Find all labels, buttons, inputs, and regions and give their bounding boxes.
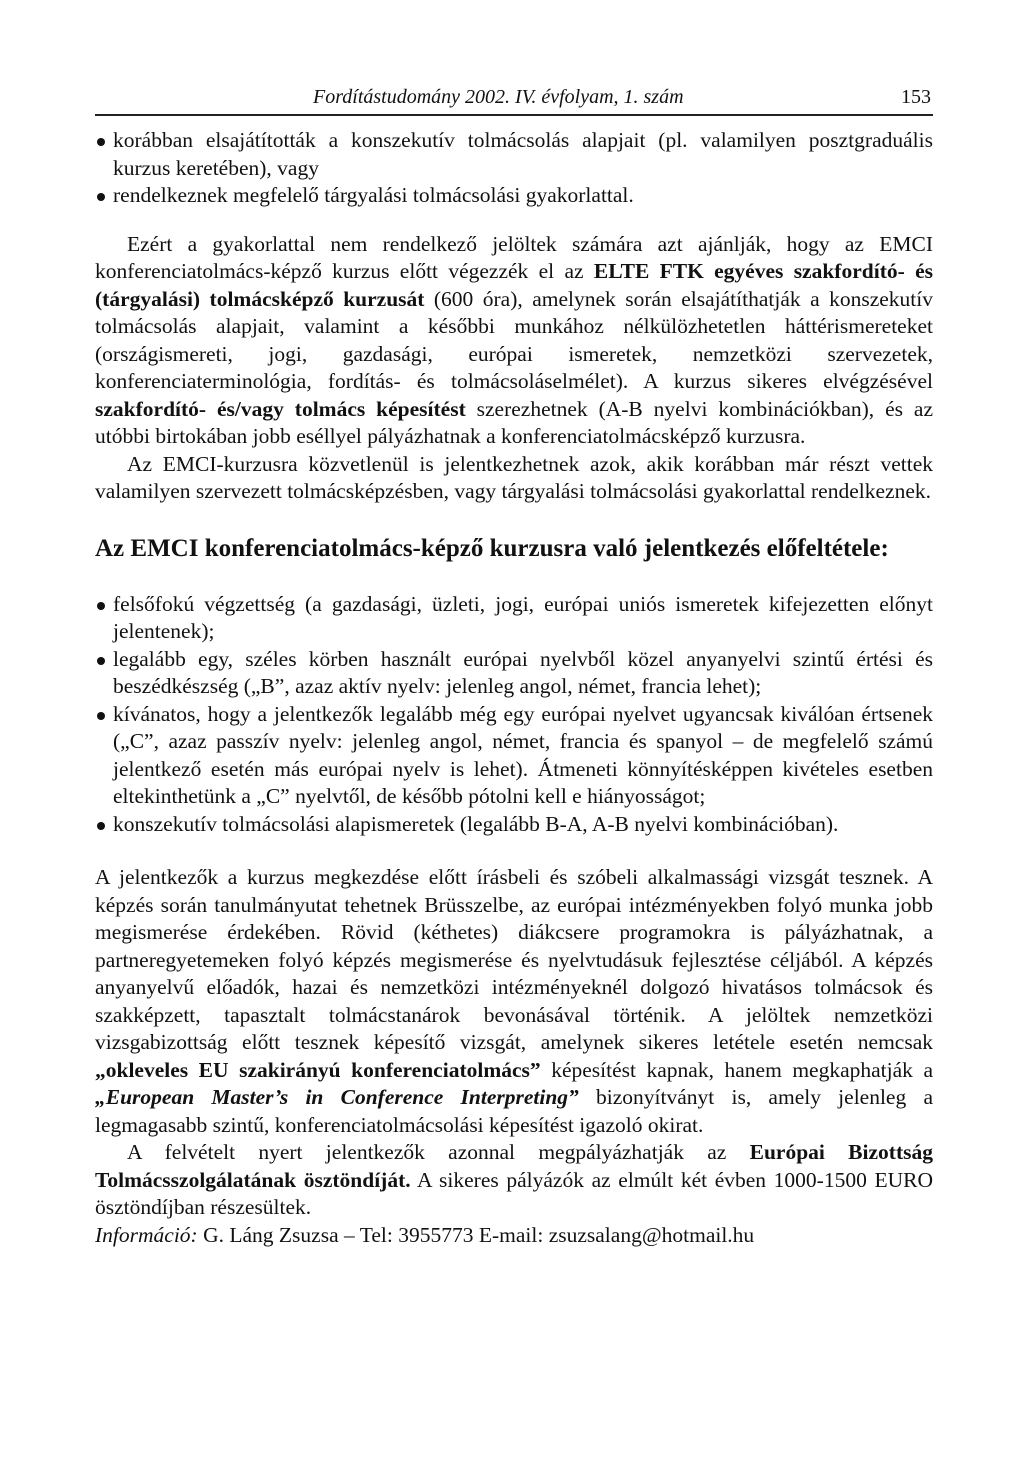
prerequisite-list: [95, 591, 933, 839]
list-item: korábban elsajátították a konszekutív tolmácsolás alapjait (pl. valamilyen posztgraduális kurzus keretében), vagy: [95, 127, 933, 182]
course-name-bold: ELTE FTK egyéves szakfordító- és (tárgyalási) tolmácsképző kurzusát: [95, 259, 933, 311]
bullet-icon: [97, 712, 105, 720]
document-page: [95, 80, 933, 1249]
list-item: rendelkeznek megfelelő tárgyalási tolmácsolási gyakorlattal.: [95, 182, 933, 210]
paragraph-direct-entry: Az EMCI-kurzusra közvetlenül is jelentkezhetnek azok, akik korábban már részt vettek valamilyen szervezett tolmácsképzésben, vagy tárgyalási tolmácsolási gyakorlattal rendelkeznek.: [95, 451, 933, 503]
bullet-icon: [97, 138, 105, 146]
emci-certificate-bold-italic: „European Master’s in Conference Interpreting”: [95, 1085, 579, 1109]
paragraph-exam: A jelentkezők a kurzus megkezdése előtt írásbeli és szóbeli alkalmassági vizsgát tesznek. A képzés során tanulmányutat tehetnek Brüsszelbe, az európai intézményekben folyó munka jobb megismerése érdekében. Rövid (kéthetes) diákcsere programokra is pályázhatnak, a partneregyetemeken folyó képzés megismerése és nyelvtudásuk fejlesztése céljából. A képzés anyanyelvű előadók, hazai és nemzetközi intézményeknél dolgozó hivatásos tolmácsok és szakképzett, tapasztalt tolmácstanárok bevonásával történik. A jelöltek nemzetközi vizsgabizottság előtt tesznek képesítő vizsgát, amelynek sikeres letétele esetén nemcsak „okleveles EU szakirányú konferenciatolmács” képesítést kapnak, hanem megkaphatják a „European Master’s in Conference Interpreting” bizonyítványt is, amely jelenleg a legmagasabb szintű, konferenciatolmácsolási képesítést igazoló okirat.: [95, 865, 933, 1137]
running-header: [95, 80, 933, 116]
list-item: legalább egy, széles körben használt európai nyelvből közel anyanyelvi szintű értési és beszédkészség („B”, azaz aktív nyelv: jelenleg angol, német, francia lehet);: [95, 646, 933, 701]
paragraph-scholarship: A felvételt nyert jelentkezők azonnal megpályázhatják az Európai Bizottság Tolmácsszolgálatának ösztöndíját. A sikeres pályázók az elmúlt két évben 1000-1500 EURO ösztöndíjban részesültek.: [95, 1140, 933, 1219]
info-label: Információ:: [95, 1222, 198, 1247]
page-number: 153: [901, 86, 931, 108]
list-item: felsőfokú végzettség (a gazdasági, üzleti, jogi, európai uniós ismeretek kifejezetten előnyt jelentenek);: [95, 591, 933, 646]
journal-title: Fordítástudomány 2002. IV. évfolyam, 1. szám: [313, 86, 684, 108]
contact-info: Információ: G. Láng Zsuzsa – Tel: 3955773 E-mail: zsuzsalang@hotmail.hu: [95, 1222, 755, 1247]
section-heading: Az EMCI konferenciatolmács-képző kurzusra való jelentkezés előfeltétele:: [95, 534, 889, 562]
bullet-icon: [97, 657, 105, 665]
bullet-icon: [97, 193, 105, 201]
bullet-icon: [97, 602, 105, 610]
qualification-bold: szakfordító- és/vagy tolmács képesítést: [95, 396, 466, 421]
diploma-bold: „okleveles EU szakirányú konferenciatolmács”: [95, 1057, 541, 1082]
scholarship-bold: Európai Bizottság Tolmácsszolgálatának ösztöndíját.: [95, 1140, 933, 1192]
paragraph-intro: Ezért a gyakorlattal nem rendelkező jelöltek számára azt ajánlják, hogy az EMCI konferenciatolmács-képző kurzus előtt végezzék el az ELTE FTK egyéves szakfordító- és (tárgyalási) tolmácsképző kurzusát (600 óra), amelynek során elsajátíthatják a konszekutív tolmácsolás alapjait, valamint a későbbi munkához nélkülözhetetlen háttérismereteket (országismereti, jogi, gazdasági, európai ismeretek, nemzetközi szervezetek, konferenciaterminológia, fordítás- és tolmácsoláselmélet). A kurzus sikeres elvégzésével szakfordító- és/vagy tolmács képesítést szerezhetnek (A-B nyelvi kombinációkban), és az utóbbi birtokában jobb eséllyel pályázhatnak a konferenciatolmácsképző kurzusra.: [95, 231, 933, 448]
top-bullet-list: [95, 127, 933, 210]
bullet-icon: [97, 822, 105, 830]
list-item: kívánatos, hogy a jelentkezők legalább még egy európai nyelvet ugyancsak kiválóan értsenek („C”, azaz passzív nyelv: jelenleg angol, német, francia és spanyol – de megfelelő számú jelentkező esetén más európai nyelv is lehet). Átmeneti könnyítésképpen kivételes esetben eltekinthetünk a „C” nyelvtől, de később pótolni kell e hiányosságot;: [95, 701, 933, 811]
list-item: konszekutív tolmácsolási alapismeretek (legalább B-A, A-B nyelvi kombinációban).: [95, 811, 933, 839]
